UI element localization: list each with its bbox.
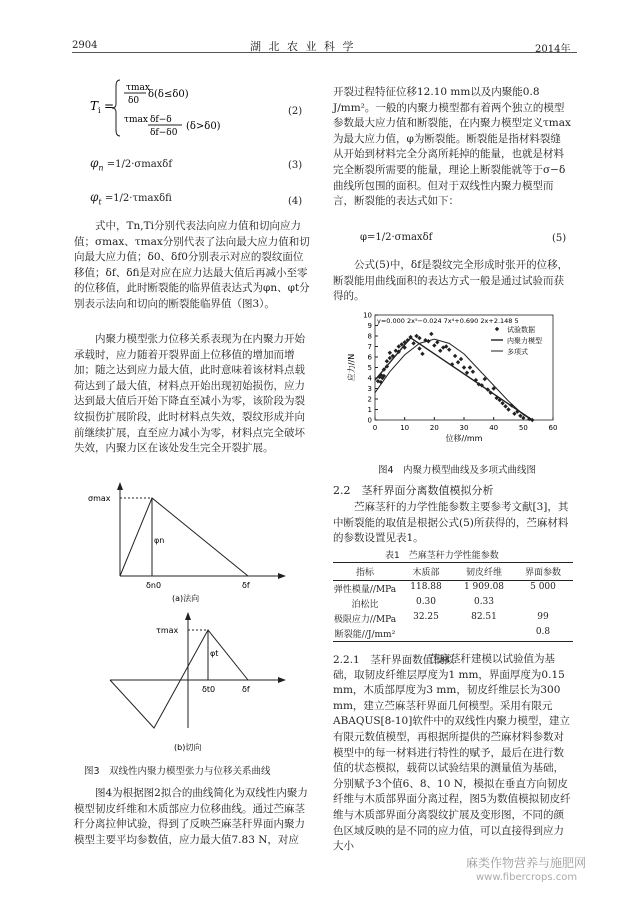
table-cell: 0.8 (535, 627, 551, 637)
x-tick-label: 50 (518, 424, 528, 432)
fig3a-x1: δn0 (146, 581, 162, 590)
eq2-number: (2) (288, 106, 303, 117)
chart-equation: y=0.000 2x⁵−0.024 7x⁴+0.690 2x+2.148 5 (377, 317, 519, 325)
eq2-c2-num2: δf−δ (150, 115, 172, 125)
left-para-1: 式中，Tn,Ti分别代表法向应力值和切向应力值；σmax、τmax分别代表了法向最大应力值和切向最大应力值；δ0、δf0分别表示对应的裂纹面位移值；δf、δfi是对应在应力达最大值后再减小至零的位移值，此时断裂能的临界值表达式为φn、φt分别表示法向和切向的断裂能临界值（图3）。 (74, 220, 310, 310)
header-rule (72, 52, 577, 53)
figure-3 (80, 468, 310, 758)
y-tick-label: 3 (367, 385, 372, 393)
eq3-number: (3) (288, 160, 303, 171)
fig3a-y-arrow (117, 482, 123, 490)
x-tick-label: 10 (400, 424, 410, 432)
table-cell: 118.88 (410, 582, 442, 592)
table-cell: 泊松比 (351, 600, 379, 610)
fig3b-caption: (b)切向 (174, 743, 202, 752)
table-cell: 断裂能//J/mm² (334, 630, 396, 640)
eq3-lhs: $\varphi_n$ (90, 156, 104, 173)
right-para-3: 苎麻茎秆的力学性能参数主要参考文献[3]，其中断裂能的取值是根据公式(5)所获得的，苎麻材料的参数设置见表1。 (333, 501, 569, 545)
data-point (429, 332, 433, 336)
data-point (462, 365, 466, 369)
y-tick-label: 10 (363, 311, 372, 320)
table-header-cell: 韧皮纤维 (465, 568, 502, 578)
data-point (417, 346, 421, 350)
table-cell: 5 000 (530, 582, 556, 592)
section-2-2: 2.2 茎秆界面分离数值模拟分析 (333, 484, 494, 497)
eq2-c1-num: τmax (126, 83, 150, 93)
right-para-4: 苎麻茎秆建模以试验值为基础，取韧皮纤维层厚度为1 mm，界面厚度为0.15 mm，木质部厚度为3 mm，韧皮纤维层长为300 mm，建立苎麻茎秆界面几何模型。采用有限元ABAQUS[8-10]软件中的双线性内聚力模型，建立有限元数值模型，再根据所提供的苎麻材料参数对模型中的每一材料进行特性的赋予，最后在进行数值的状态模拟，载荷以试验结果的测量值为基础，分别赋予3个值6、8、10 N，模拟在垂直方向韧皮纤维与木质部界面分离过程，图5为数值模拟韧皮纤维与木质部界面分离裂纹扩展及变形图，不同的颜色区域反映的是不同的应力值，可以直接得到应力大小 (333, 653, 571, 853)
table-header-cell: 木质部 (412, 568, 440, 578)
eq3-rhs: =1/2·σmaxδf (106, 159, 173, 170)
data-point (420, 352, 424, 356)
data-point (468, 365, 472, 369)
y-tick-label: 8 (367, 332, 372, 341)
fig3b-x-arrow (278, 677, 286, 683)
table-caption: 表1 苎麻茎秆力学性能参数 (385, 551, 499, 561)
fig3a-curve (120, 498, 248, 576)
table-cell: 82.51 (471, 612, 497, 622)
eq2-c2-cond: (δ>δ0) (186, 121, 221, 132)
fig3b-x2: δf (242, 685, 250, 694)
data-point (388, 351, 392, 355)
legend-label: 多项式 (507, 348, 528, 356)
fig3b-area: φt (210, 649, 219, 658)
y-tick-label: 6 (367, 353, 372, 362)
fig4-caption: 图4 内聚力模型曲线及多项式曲线图 (378, 465, 537, 476)
left-para-2: 内聚力模型张力位移关系表现为在内聚力开始承载时，应力随着开裂界面上位移值的增加而增加；随之达到应力最大值，此时意味着该材料点载荷达到了最大值，材料点开始出现初始损伤，应力达到最大值后开始下降直至减小为零，该阶段为裂纹损伤扩展阶段，此时材料点失效，裂纹形成并向前继续扩展，直至应力减小为零，材料点完全破坏失效，内聚力区在该处发生完全开裂扩展。 (74, 333, 305, 455)
fig3-caption: 图3 双线性内聚力模型张力与位移关系曲线 (84, 766, 271, 777)
equation-5: φ=1/2·σmaxδf (360, 232, 433, 243)
eq2-lhs: T (90, 99, 99, 113)
x-axis-label: 位移//mm (445, 434, 483, 443)
fig3b-curve (110, 630, 248, 728)
table-cell: 1 909.08 (463, 582, 505, 592)
table-cell: 99 (537, 612, 549, 622)
equation-4 (90, 190, 172, 206)
table-cell (455, 627, 513, 640)
x-tick-label: 40 (489, 424, 499, 432)
table-header-row (333, 562, 573, 581)
fig3a-x-arrow (278, 573, 286, 579)
y-tick-label: 2 (367, 395, 372, 404)
fig3a-x2: δf (242, 581, 250, 590)
y-tick-label: 4 (367, 374, 372, 383)
table-1 (333, 562, 573, 642)
table-header-cell: 指标 (355, 568, 374, 578)
eq2-c2-den: δf−δ0 (150, 128, 178, 138)
y-tick-label: 0 (367, 416, 372, 425)
left-para-3: 图4为根据图2拟合的曲线简化为双线性内聚力模型韧皮纤维和木质部应力位移曲线。通过苎麻茎秆分离拉伸试验，得到了反映苎麻茎秆界面内聚力模型主要平均参数值，应力最大值7.83 N，对应 (74, 787, 308, 846)
fig3b-x1: δt0 (202, 685, 216, 694)
fig3a-ylabel: σmax (88, 494, 111, 503)
x-tick-label: 20 (429, 424, 439, 432)
x-tick-label: 0 (372, 424, 378, 432)
table-cell: 弹性模量//MPa (333, 585, 397, 595)
right-para-1: 开裂过程特征位移12.10 mm以及内聚能0.8 J/mm²。一般的内聚力模型都有着两个独立的模型参数最大应力值和断裂能，在内聚力模型定义τmax为最大应力值，φ为断裂能。断裂能是指材料裂缝从开始到材料完全分离所耗掉的能量，也就是材料完全断裂所需要的能量，理论上断裂能就等于σ−δ曲线所包围的面积。但对于双线性内聚力模型而言，断裂能的表达式如下： (333, 86, 571, 208)
right-para-2: 公式(5)中，δf是裂纹完全形成时张开的位移，断裂能用曲线面积的表达方式一般是通过试验而获得的。 (333, 259, 569, 303)
legend-label: 试验数据 (507, 326, 535, 334)
fig3b-ylabel: τmax (156, 626, 179, 635)
eq4-number: (4) (288, 196, 303, 207)
y-tick-label: 7 (367, 343, 372, 351)
watermark-url: www.fibercrops.com (476, 872, 578, 883)
y-tick-label: 9 (367, 322, 372, 330)
eq2-lhs-sub: i (98, 106, 101, 115)
fig3a-area: φn (154, 536, 165, 545)
data-point (503, 404, 507, 408)
legend-label: 内聚力模型 (507, 337, 542, 345)
table-cell (397, 627, 455, 640)
figure-4 (345, 307, 570, 457)
data-point (459, 357, 463, 361)
data-point (456, 360, 460, 364)
eq2-c2-num: τmax (124, 115, 148, 125)
table-cell (513, 597, 573, 610)
fig3b-y-arrow (185, 612, 191, 620)
eq5-number: (5) (552, 233, 567, 244)
table-cell: 极限应力//MPa (333, 615, 397, 625)
year: 2014年 (535, 44, 571, 55)
table-row (333, 626, 573, 642)
watermark-text: 麻类作物营养与施肥网 (466, 856, 587, 870)
y-tick-label: 5 (367, 364, 372, 372)
figure-3-svg (80, 468, 310, 758)
eq4-lhs: $\varphi_t$ (90, 190, 102, 207)
data-point (385, 359, 389, 363)
data-point (453, 354, 457, 358)
data-point (506, 407, 510, 411)
data-point (411, 341, 415, 345)
table-row (333, 611, 573, 626)
legend-marker-data (495, 327, 499, 331)
page-number: 2904 (72, 40, 98, 51)
data-point (432, 343, 436, 347)
x-tick-label: 60 (548, 424, 558, 432)
figure-4-chart (345, 307, 570, 457)
y-axis-label: 应力//N (347, 353, 356, 382)
journal-title: 湖 北 农 业 科 学 (250, 40, 356, 53)
equation-2-svg (90, 70, 310, 142)
equation-3 (90, 156, 172, 172)
fig3a-caption: (a)法向 (172, 594, 200, 603)
table-cell: 0.30 (415, 597, 437, 607)
table-row (333, 596, 573, 611)
y-tick-label: 1 (367, 406, 372, 414)
eq2-c1-den: δ0 (128, 96, 140, 106)
data-point (471, 370, 475, 374)
table-row (333, 581, 573, 596)
eq2-c1-term: δ(δ≤δ0) (148, 89, 189, 100)
eq4-rhs: =1/2·τmaxδfi (104, 193, 172, 204)
eq2-brace (112, 80, 120, 136)
table-cell: 0.33 (473, 597, 495, 607)
section-2-2-1: 2.2.1 茎秆界面数值模拟 (333, 654, 455, 666)
x-tick-label: 30 (459, 424, 469, 432)
equation-2 (90, 70, 310, 140)
table-cell: 32.25 (413, 612, 439, 622)
data-point (447, 347, 451, 351)
eq2-equals: = (104, 99, 115, 113)
table-header-cell: 界面参数 (524, 568, 561, 578)
data-point (438, 349, 442, 353)
